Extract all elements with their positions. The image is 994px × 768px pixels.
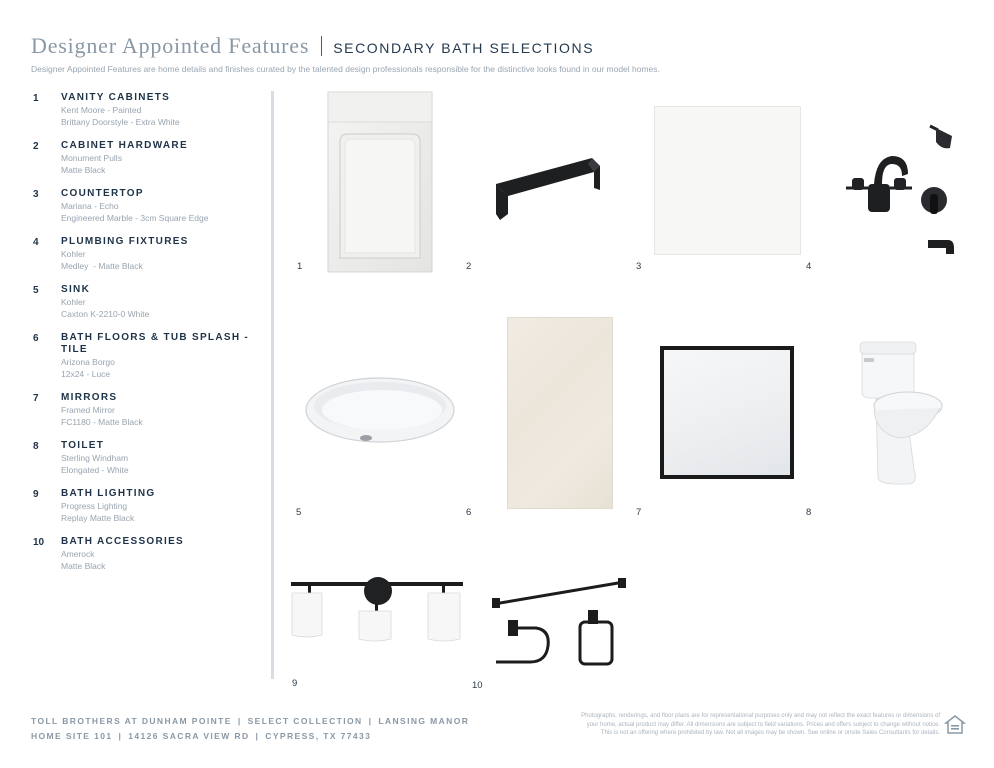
- selection-detail: Mariana - Echo: [61, 201, 119, 211]
- page-title: Designer Appointed Features: [31, 33, 310, 58]
- selection-detail: 12x24 - Luce: [61, 369, 111, 379]
- disclaimer-line: your home, actual product may differ. All dimensions are subject to field variations. Prices and offers subject to change without notice.: [586, 721, 940, 728]
- selection-detail: Amerock: [61, 549, 95, 559]
- selection-detail: Framed Mirror: [61, 405, 115, 415]
- selection-detail: Medley - Matte Black: [61, 261, 143, 271]
- selection-detail: Elongated - White: [61, 465, 129, 475]
- footer-disclaimer: [484, 712, 940, 738]
- plumbing-fixtures-image: [838, 118, 968, 260]
- selection-detail: Matte Black: [61, 561, 106, 571]
- selection-detail: Arizona Borgo: [61, 357, 115, 367]
- vanity-light-bar-image: [288, 571, 466, 643]
- selection-title: VANITY CABINETS: [61, 92, 171, 103]
- selection-detail: Kent Moore - Painted: [61, 105, 142, 115]
- selection-number: 3: [33, 189, 39, 200]
- selection-detail: Sterling Windham: [61, 453, 129, 463]
- disclaimer-line: Photographs, renderings, and floor plans are for representational purposes only and may not reflect the exact features or dimensions of: [581, 713, 940, 719]
- undermount-sink-image: [304, 376, 456, 450]
- vertical-divider: [271, 91, 274, 679]
- image-label: 10: [472, 680, 483, 691]
- selection-detail: Replay Matte Black: [61, 513, 135, 523]
- collection-name: SELECT COLLECTION: [247, 716, 363, 726]
- selection-number: 4: [33, 237, 39, 248]
- selection-title: COUNTERTOP: [61, 188, 144, 199]
- selection-number: 10: [33, 537, 45, 548]
- vanity-cabinet-door-image: [326, 90, 434, 274]
- selection-title: TOILET: [61, 440, 105, 451]
- footer-community-info: [31, 714, 469, 744]
- footer-line-2: HOME SITE 101 | 14126 SACRA VIEW RD | CYPRESS, TX 77433: [31, 731, 372, 741]
- title-row: [31, 33, 971, 59]
- selections-list: [33, 92, 255, 584]
- selection-item-cabinet-hardware: [33, 140, 255, 176]
- selection-title: BATH FLOORS & TUB SPLASH - TILE: [61, 332, 250, 355]
- toilet-image: [856, 338, 946, 486]
- selection-title: BATH LIGHTING: [61, 488, 156, 499]
- city-state-zip: CYPRESS, TX 77433: [265, 731, 372, 741]
- image-label: 5: [296, 507, 302, 518]
- page-header: [31, 33, 971, 74]
- bath-accessories-image: [490, 574, 630, 670]
- selection-number: 8: [33, 441, 39, 452]
- image-label: 1: [297, 261, 303, 272]
- image-label: 4: [806, 261, 812, 272]
- selection-number: 1: [33, 93, 39, 104]
- selection-item-vanity-cabinets: [33, 92, 255, 128]
- selection-item-bath-accessories: [33, 536, 255, 572]
- floor-tile-sample-image: [507, 317, 613, 509]
- selection-detail: FC1180 - Matte Black: [61, 417, 143, 427]
- footer-line-1: TOLL BROTHERS AT DUNHAM POINTE | SELECT COLLECTION | LANSING MANOR: [31, 716, 470, 726]
- selection-number: 2: [33, 141, 39, 152]
- selection-title: CABINET HARDWARE: [61, 140, 188, 151]
- community-name: TOLL BROTHERS AT DUNHAM POINTE: [31, 716, 232, 726]
- image-label: 7: [636, 507, 642, 518]
- selection-number: 6: [33, 333, 39, 344]
- image-label: 6: [466, 507, 472, 518]
- disclaimer-line: This is not an offering where prohibited by law. Not all images may be shown. See online or onsite Sales Consultants for details.: [600, 730, 940, 736]
- image-label: 8: [806, 507, 812, 518]
- selection-item-sink: [33, 284, 255, 320]
- selection-title: PLUMBING FIXTURES: [61, 236, 189, 247]
- cabinet-pull-image: [488, 150, 610, 225]
- selection-item-plumbing-fixtures: [33, 236, 255, 272]
- selection-number: 7: [33, 393, 39, 404]
- image-label: 3: [636, 261, 642, 272]
- selection-item-bath-floors-tile: [33, 332, 255, 380]
- selection-detail: Progress Lighting: [61, 501, 128, 511]
- selection-number: 9: [33, 489, 39, 500]
- selection-detail: Brittany Doorstyle - Extra White: [61, 117, 180, 127]
- selection-item-mirrors: [33, 392, 255, 428]
- street-address: 14126 SACRA VIEW RD: [128, 731, 250, 741]
- page-subtitle: SECONDARY BATH SELECTIONS: [333, 40, 595, 56]
- selection-number: 5: [33, 285, 39, 296]
- equal-housing-opportunity-icon: [944, 714, 966, 736]
- selection-detail: Engineered Marble - 3cm Square Edge: [61, 213, 209, 223]
- home-site: HOME SITE 101: [31, 731, 113, 741]
- framed-mirror-image: [660, 346, 794, 479]
- countertop-sample-image: [654, 106, 801, 255]
- selection-title: MIRRORS: [61, 392, 118, 403]
- selection-item-toilet: [33, 440, 255, 476]
- image-label: 9: [292, 678, 298, 689]
- selection-detail: Kohler: [61, 297, 86, 307]
- selection-detail: Caxton K-2210-0 White: [61, 309, 150, 319]
- image-label: 2: [466, 261, 472, 272]
- selection-detail: Monument Pulls: [61, 153, 122, 163]
- plan-name: LANSING MANOR: [378, 716, 470, 726]
- selection-title: SINK: [61, 284, 91, 295]
- selection-item-bath-lighting: [33, 488, 255, 524]
- selection-detail: Matte Black: [61, 165, 106, 175]
- title-divider: [321, 36, 322, 56]
- selection-title: BATH ACCESSORIES: [61, 536, 185, 547]
- selection-item-countertop: [33, 188, 255, 224]
- intro-text: Designer Appointed Features are home details and finishes curated by the talented design professionals responsible for the distinctive looks found in our model homes.: [31, 64, 660, 74]
- selection-detail: Kohler: [61, 249, 86, 259]
